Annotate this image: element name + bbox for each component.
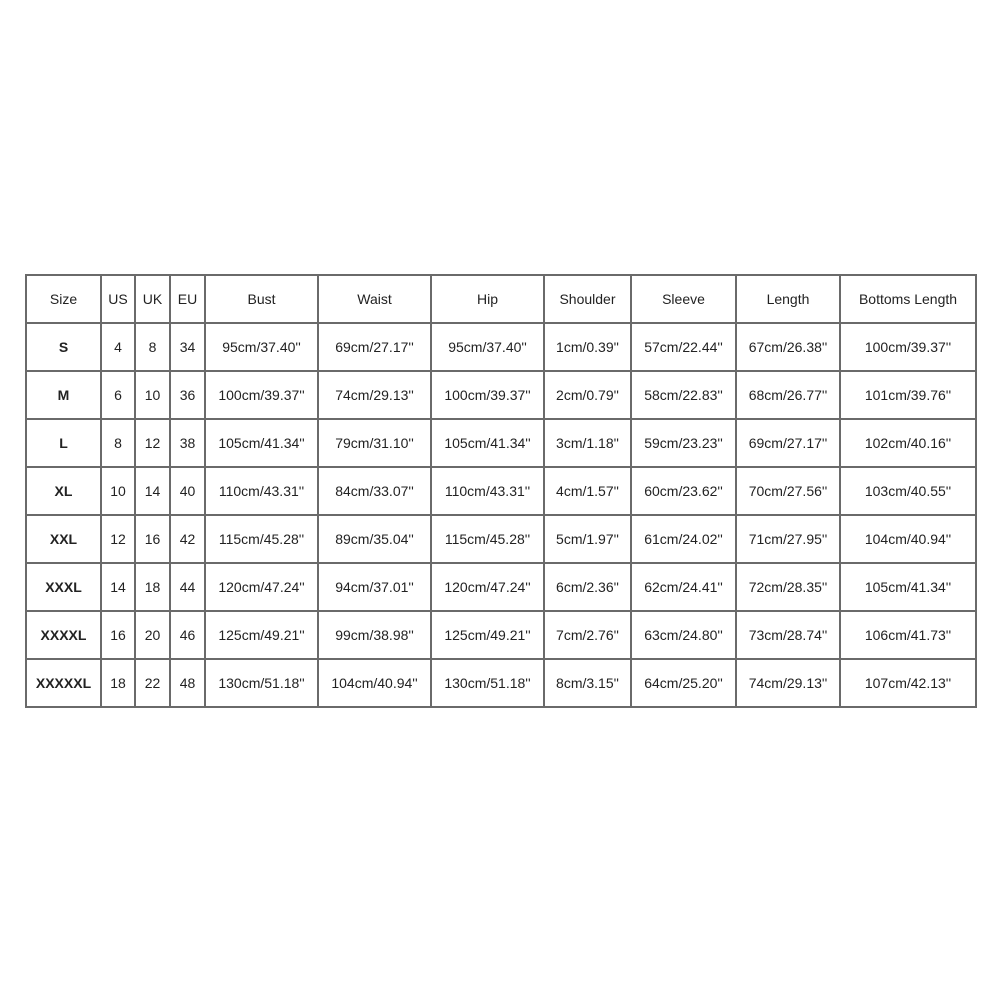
column-header-bust: Bust [205,275,318,323]
table-cell-shoulder: 3cm/1.18'' [544,419,631,467]
table-cell-length: 71cm/27.95'' [736,515,840,563]
table-cell-us: 12 [101,515,135,563]
table-cell-sleeve: 57cm/22.44'' [631,323,736,371]
table-cell-size: XL [26,467,101,515]
table-cell-waist: 104cm/40.94'' [318,659,431,707]
table-cell-hip: 120cm/47.24'' [431,563,544,611]
table-row [26,419,976,467]
table-body [26,323,976,707]
table-cell-sleeve: 63cm/24.80'' [631,611,736,659]
table-cell-us: 18 [101,659,135,707]
table-cell-eu: 38 [170,419,205,467]
table-cell-eu: 34 [170,323,205,371]
table-cell-bust: 105cm/41.34'' [205,419,318,467]
table-cell-sleeve: 64cm/25.20'' [631,659,736,707]
table-cell-bottoms-length: 106cm/41.73'' [840,611,976,659]
table-cell-bottoms-length: 107cm/42.13'' [840,659,976,707]
table-cell-sleeve: 62cm/24.41'' [631,563,736,611]
table-cell-us: 16 [101,611,135,659]
column-header-eu: EU [170,275,205,323]
column-header-length: Length [736,275,840,323]
column-header-size: Size [26,275,101,323]
table-row [26,371,976,419]
column-header-us: US [101,275,135,323]
table-cell-sleeve: 60cm/23.62'' [631,467,736,515]
column-header-sleeve: Sleeve [631,275,736,323]
table-cell-size: XXXXXL [26,659,101,707]
column-header-shoulder: Shoulder [544,275,631,323]
column-header-bottoms-length: Bottoms Length [840,275,976,323]
table-cell-shoulder: 8cm/3.15'' [544,659,631,707]
table-cell-bottoms-length: 105cm/41.34'' [840,563,976,611]
table-cell-hip: 100cm/39.37'' [431,371,544,419]
table-cell-shoulder: 5cm/1.97'' [544,515,631,563]
table-cell-hip: 110cm/43.31'' [431,467,544,515]
table-cell-size: XXL [26,515,101,563]
table-cell-length: 68cm/26.77'' [736,371,840,419]
table-cell-bust: 115cm/45.28'' [205,515,318,563]
table-cell-uk: 18 [135,563,170,611]
size-chart-table [25,274,977,708]
table-cell-sleeve: 59cm/23.23'' [631,419,736,467]
table-cell-eu: 40 [170,467,205,515]
table-cell-eu: 36 [170,371,205,419]
size-chart [25,274,975,708]
table-row [26,611,976,659]
table-cell-us: 14 [101,563,135,611]
table-cell-waist: 99cm/38.98'' [318,611,431,659]
table-cell-us: 8 [101,419,135,467]
table-cell-bust: 130cm/51.18'' [205,659,318,707]
table-cell-uk: 16 [135,515,170,563]
table-cell-us: 6 [101,371,135,419]
table-cell-hip: 115cm/45.28'' [431,515,544,563]
table-row [26,323,976,371]
table-cell-eu: 44 [170,563,205,611]
table-row [26,467,976,515]
table-cell-sleeve: 58cm/22.83'' [631,371,736,419]
table-row [26,659,976,707]
table-cell-waist: 69cm/27.17'' [318,323,431,371]
table-cell-size: XXXXL [26,611,101,659]
table-cell-bottoms-length: 102cm/40.16'' [840,419,976,467]
table-cell-waist: 84cm/33.07'' [318,467,431,515]
table-cell-eu: 46 [170,611,205,659]
table-cell-bust: 125cm/49.21'' [205,611,318,659]
table-cell-hip: 125cm/49.21'' [431,611,544,659]
table-cell-uk: 8 [135,323,170,371]
column-header-uk: UK [135,275,170,323]
table-row [26,563,976,611]
table-cell-bottoms-length: 101cm/39.76'' [840,371,976,419]
table-cell-length: 72cm/28.35'' [736,563,840,611]
table-cell-length: 67cm/26.38'' [736,323,840,371]
table-cell-us: 4 [101,323,135,371]
table-cell-shoulder: 1cm/0.39'' [544,323,631,371]
table-cell-bust: 110cm/43.31'' [205,467,318,515]
table-cell-length: 70cm/27.56'' [736,467,840,515]
table-cell-bottoms-length: 104cm/40.94'' [840,515,976,563]
table-cell-hip: 95cm/37.40'' [431,323,544,371]
table-cell-shoulder: 6cm/2.36'' [544,563,631,611]
column-header-waist: Waist [318,275,431,323]
table-cell-bust: 95cm/37.40'' [205,323,318,371]
table-cell-uk: 20 [135,611,170,659]
table-cell-size: M [26,371,101,419]
table-cell-size: S [26,323,101,371]
table-header-row [26,275,976,323]
table-cell-size: XXXL [26,563,101,611]
table-cell-waist: 74cm/29.13'' [318,371,431,419]
table-cell-length: 73cm/28.74'' [736,611,840,659]
table-cell-eu: 42 [170,515,205,563]
table-cell-uk: 12 [135,419,170,467]
table-cell-uk: 10 [135,371,170,419]
table-cell-uk: 22 [135,659,170,707]
table-cell-length: 69cm/27.17'' [736,419,840,467]
table-cell-hip: 105cm/41.34'' [431,419,544,467]
table-cell-uk: 14 [135,467,170,515]
table-cell-waist: 79cm/31.10'' [318,419,431,467]
table-cell-eu: 48 [170,659,205,707]
table-cell-sleeve: 61cm/24.02'' [631,515,736,563]
table-cell-length: 74cm/29.13'' [736,659,840,707]
table-cell-us: 10 [101,467,135,515]
table-cell-bottoms-length: 100cm/39.37'' [840,323,976,371]
table-cell-shoulder: 7cm/2.76'' [544,611,631,659]
table-cell-shoulder: 2cm/0.79'' [544,371,631,419]
table-cell-hip: 130cm/51.18'' [431,659,544,707]
table-cell-bust: 120cm/47.24'' [205,563,318,611]
table-cell-bust: 100cm/39.37'' [205,371,318,419]
table-cell-size: L [26,419,101,467]
table-row [26,515,976,563]
table-cell-shoulder: 4cm/1.57'' [544,467,631,515]
table-cell-waist: 94cm/37.01'' [318,563,431,611]
table-cell-bottoms-length: 103cm/40.55'' [840,467,976,515]
table-cell-waist: 89cm/35.04'' [318,515,431,563]
column-header-hip: Hip [431,275,544,323]
